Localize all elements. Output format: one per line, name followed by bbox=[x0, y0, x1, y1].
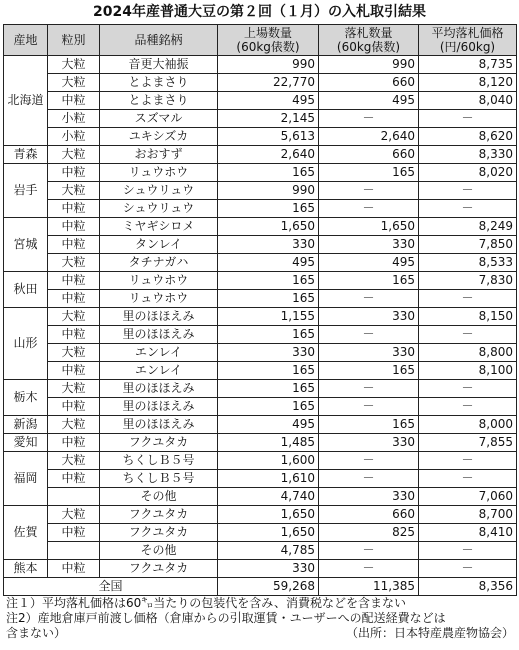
awarded-cell: 330 bbox=[319, 236, 419, 254]
size-cell: 中粒 bbox=[48, 524, 100, 542]
table-row bbox=[4, 200, 517, 218]
listed-cell: 165 bbox=[218, 362, 319, 380]
table-row bbox=[4, 362, 517, 380]
region-cell: 栃木 bbox=[4, 380, 48, 416]
listed-cell: 4,740 bbox=[218, 488, 319, 506]
price-cell: 7,830 bbox=[419, 272, 517, 290]
variety-cell: エンレイ bbox=[100, 362, 218, 380]
table-row bbox=[4, 488, 517, 506]
header-price-line1: 平均落札価格 bbox=[431, 26, 504, 40]
variety-cell: ちくしＢ５号 bbox=[100, 470, 218, 488]
price-cell: 8,249 bbox=[419, 218, 517, 236]
price-cell: 8,100 bbox=[419, 362, 517, 380]
table-row bbox=[4, 254, 517, 272]
table-row bbox=[4, 524, 517, 542]
listed-cell: 1,155 bbox=[218, 308, 319, 326]
variety-cell: ミヤギシロメ bbox=[100, 218, 218, 236]
region-cell: 福岡 bbox=[4, 452, 48, 506]
listed-cell: 330 bbox=[218, 560, 319, 578]
variety-cell: リュウホウ bbox=[100, 164, 218, 182]
awarded-cell: － bbox=[319, 560, 419, 578]
variety-cell: 里のほほえみ bbox=[100, 398, 218, 416]
size-cell: 中粒 bbox=[48, 218, 100, 236]
table-row bbox=[4, 326, 517, 344]
size-cell: 中粒 bbox=[48, 362, 100, 380]
total-price: 8,356 bbox=[419, 578, 517, 596]
header-row bbox=[4, 25, 517, 56]
awarded-cell: － bbox=[319, 182, 419, 200]
awarded-cell: － bbox=[319, 452, 419, 470]
size-cell: 大粒 bbox=[48, 146, 100, 164]
header-listed-line1: 上場数量 bbox=[243, 26, 292, 40]
size-cell: 中粒 bbox=[48, 560, 100, 578]
awarded-cell: － bbox=[319, 200, 419, 218]
header-price bbox=[419, 25, 517, 56]
header-awarded-line2: (60kg俵数) bbox=[336, 40, 401, 54]
price-cell: － bbox=[419, 200, 517, 218]
listed-cell: 1,485 bbox=[218, 434, 319, 452]
listed-cell: 330 bbox=[218, 344, 319, 362]
size-cell: 大粒 bbox=[48, 56, 100, 74]
header-price-line2: (円/60kg) bbox=[439, 40, 496, 54]
region-cell: 北海道 bbox=[4, 56, 48, 146]
size-cell: 中粒 bbox=[48, 470, 100, 488]
variety-cell: フクユタカ bbox=[100, 560, 218, 578]
listed-cell: 990 bbox=[218, 182, 319, 200]
price-cell: － bbox=[419, 380, 517, 398]
awarded-cell: 330 bbox=[319, 488, 419, 506]
price-cell: － bbox=[419, 452, 517, 470]
table-row bbox=[4, 182, 517, 200]
price-cell: － bbox=[419, 542, 517, 560]
size-cell: 中粒 bbox=[48, 290, 100, 308]
table-row bbox=[4, 164, 517, 182]
listed-cell: 165 bbox=[218, 380, 319, 398]
size-cell bbox=[48, 542, 100, 560]
table-row bbox=[4, 398, 517, 416]
awarded-cell: － bbox=[319, 380, 419, 398]
awarded-cell: 330 bbox=[319, 434, 419, 452]
size-cell: 大粒 bbox=[48, 506, 100, 524]
region-cell: 岩手 bbox=[4, 164, 48, 218]
awarded-cell: 1,650 bbox=[319, 218, 419, 236]
price-cell: 8,150 bbox=[419, 308, 517, 326]
region-cell: 秋田 bbox=[4, 272, 48, 308]
table-row bbox=[4, 236, 517, 254]
price-cell: 8,330 bbox=[419, 146, 517, 164]
listed-cell: 1,650 bbox=[218, 218, 319, 236]
size-cell: 中粒 bbox=[48, 434, 100, 452]
size-cell: 大粒 bbox=[48, 452, 100, 470]
price-cell: 8,000 bbox=[419, 416, 517, 434]
awarded-cell: 825 bbox=[319, 524, 419, 542]
region-cell: 愛知 bbox=[4, 434, 48, 452]
variety-cell: ユキシズカ bbox=[100, 128, 218, 146]
variety-cell: シュウリュウ bbox=[100, 200, 218, 218]
listed-cell: 990 bbox=[218, 56, 319, 74]
table-row bbox=[4, 110, 517, 128]
note-1: 注１）平均落札価格は60㌔当たりの包装代を含み、消費税などを含まない bbox=[6, 596, 406, 610]
size-cell: 大粒 bbox=[48, 254, 100, 272]
awarded-cell: － bbox=[319, 326, 419, 344]
variety-cell: おおすず bbox=[100, 146, 218, 164]
price-cell: － bbox=[419, 398, 517, 416]
table-row bbox=[4, 272, 517, 290]
auction-results-table bbox=[3, 24, 517, 596]
awarded-cell: 2,640 bbox=[319, 128, 419, 146]
price-cell: 8,120 bbox=[419, 74, 517, 92]
total-row bbox=[4, 578, 517, 596]
awarded-cell: 330 bbox=[319, 344, 419, 362]
listed-cell: 4,785 bbox=[218, 542, 319, 560]
variety-cell: リュウホウ bbox=[100, 272, 218, 290]
size-cell: 大粒 bbox=[48, 308, 100, 326]
listed-cell: 1,650 bbox=[218, 506, 319, 524]
footnotes bbox=[6, 596, 514, 641]
awarded-cell: － bbox=[319, 470, 419, 488]
table-row bbox=[4, 470, 517, 488]
table-row bbox=[4, 416, 517, 434]
note-2: 注2）産地倉庫戸前渡し価格（倉庫からの引取運賃・ユーザーへの配送経費などは bbox=[6, 611, 446, 625]
source-credit: （出所：日本特産農産物協会） bbox=[345, 626, 514, 640]
variety-cell: フクユタカ bbox=[100, 524, 218, 542]
awarded-cell: － bbox=[319, 110, 419, 128]
price-cell: － bbox=[419, 290, 517, 308]
size-cell: 中粒 bbox=[48, 236, 100, 254]
listed-cell: 1,650 bbox=[218, 524, 319, 542]
region-cell: 青森 bbox=[4, 146, 48, 164]
awarded-cell: 165 bbox=[319, 272, 419, 290]
listed-cell: 495 bbox=[218, 416, 319, 434]
price-cell: － bbox=[419, 182, 517, 200]
listed-cell: 165 bbox=[218, 290, 319, 308]
table-row bbox=[4, 218, 517, 236]
listed-cell: 330 bbox=[218, 236, 319, 254]
table-row bbox=[4, 542, 517, 560]
variety-cell: フクユタカ bbox=[100, 506, 218, 524]
price-cell: 7,850 bbox=[419, 236, 517, 254]
variety-cell: 里のほほえみ bbox=[100, 416, 218, 434]
listed-cell: 2,145 bbox=[218, 110, 319, 128]
table-row bbox=[4, 560, 517, 578]
table-row bbox=[4, 344, 517, 362]
price-cell: 8,735 bbox=[419, 56, 517, 74]
table-row bbox=[4, 146, 517, 164]
awarded-cell: 660 bbox=[319, 146, 419, 164]
listed-cell: 495 bbox=[218, 92, 319, 110]
listed-cell: 5,613 bbox=[218, 128, 319, 146]
size-cell: 中粒 bbox=[48, 398, 100, 416]
size-cell: 中粒 bbox=[48, 92, 100, 110]
variety-cell: シュウリュウ bbox=[100, 182, 218, 200]
price-cell: － bbox=[419, 470, 517, 488]
header-variety: 品種銘柄 bbox=[100, 25, 218, 56]
awarded-cell: － bbox=[319, 398, 419, 416]
listed-cell: 165 bbox=[218, 326, 319, 344]
note-2-continued: 含まない） bbox=[6, 626, 67, 640]
size-cell: 中粒 bbox=[48, 272, 100, 290]
variety-cell: 音更大袖振 bbox=[100, 56, 218, 74]
size-cell: 中粒 bbox=[48, 326, 100, 344]
size-cell: 大粒 bbox=[48, 182, 100, 200]
table-row bbox=[4, 452, 517, 470]
variety-cell: エンレイ bbox=[100, 344, 218, 362]
size-cell: 大粒 bbox=[48, 344, 100, 362]
header-listed-line2: (60kg俵数) bbox=[236, 40, 300, 54]
variety-cell: その他 bbox=[100, 488, 218, 506]
table-row bbox=[4, 434, 517, 452]
header-size: 粒別 bbox=[48, 25, 100, 56]
variety-cell: とよまさり bbox=[100, 92, 218, 110]
variety-cell: その他 bbox=[100, 542, 218, 560]
table-row bbox=[4, 74, 517, 92]
price-cell: 8,800 bbox=[419, 344, 517, 362]
size-cell: 大粒 bbox=[48, 380, 100, 398]
region-cell: 宮城 bbox=[4, 218, 48, 272]
price-cell: 8,700 bbox=[419, 506, 517, 524]
header-listed bbox=[218, 25, 319, 56]
variety-cell: タチナガハ bbox=[100, 254, 218, 272]
price-cell: － bbox=[419, 110, 517, 128]
size-cell: 大粒 bbox=[48, 74, 100, 92]
total-listed: 59,268 bbox=[218, 578, 319, 596]
header-region: 産地 bbox=[4, 25, 48, 56]
price-cell: 8,040 bbox=[419, 92, 517, 110]
note-2-continued-row bbox=[6, 626, 514, 641]
awarded-cell: 165 bbox=[319, 164, 419, 182]
region-cell: 山形 bbox=[4, 308, 48, 380]
awarded-cell: 495 bbox=[319, 92, 419, 110]
listed-cell: 165 bbox=[218, 398, 319, 416]
awarded-cell: 990 bbox=[319, 56, 419, 74]
variety-cell: リュウホウ bbox=[100, 290, 218, 308]
awarded-cell: 495 bbox=[319, 254, 419, 272]
price-cell: － bbox=[419, 326, 517, 344]
price-cell: 8,620 bbox=[419, 128, 517, 146]
listed-cell: 165 bbox=[218, 164, 319, 182]
variety-cell: 里のほほえみ bbox=[100, 380, 218, 398]
size-cell: 中粒 bbox=[48, 164, 100, 182]
size-cell: 小粒 bbox=[48, 128, 100, 146]
variety-cell: 里のほほえみ bbox=[100, 326, 218, 344]
listed-cell: 1,600 bbox=[218, 452, 319, 470]
table-row bbox=[4, 290, 517, 308]
page-title: 2024年産普通大豆の第２回（１月）の入札取引結果 bbox=[93, 4, 426, 20]
table-row bbox=[4, 92, 517, 110]
price-cell: 7,060 bbox=[419, 488, 517, 506]
region-cell: 新潟 bbox=[4, 416, 48, 434]
listed-cell: 2,640 bbox=[218, 146, 319, 164]
price-cell: － bbox=[419, 560, 517, 578]
price-cell: 8,020 bbox=[419, 164, 517, 182]
listed-cell: 1,610 bbox=[218, 470, 319, 488]
table-row bbox=[4, 308, 517, 326]
region-cell: 熊本 bbox=[4, 560, 48, 578]
listed-cell: 165 bbox=[218, 272, 319, 290]
size-cell: 大粒 bbox=[48, 416, 100, 434]
total-label: 全国 bbox=[4, 578, 218, 596]
table-row bbox=[4, 380, 517, 398]
variety-cell: ちくしＢ５号 bbox=[100, 452, 218, 470]
awarded-cell: 660 bbox=[319, 506, 419, 524]
price-cell: 8,533 bbox=[419, 254, 517, 272]
table-row bbox=[4, 128, 517, 146]
variety-cell: タンレイ bbox=[100, 236, 218, 254]
region-cell: 佐賀 bbox=[4, 506, 48, 560]
total-awarded: 11,385 bbox=[319, 578, 419, 596]
table-row bbox=[4, 56, 517, 74]
listed-cell: 495 bbox=[218, 254, 319, 272]
awarded-cell: － bbox=[319, 542, 419, 560]
price-cell: 7,855 bbox=[419, 434, 517, 452]
awarded-cell: 330 bbox=[319, 308, 419, 326]
size-cell: 中粒 bbox=[48, 200, 100, 218]
listed-cell: 165 bbox=[218, 200, 319, 218]
header-awarded-line1: 落札数量 bbox=[344, 26, 393, 40]
awarded-cell: 660 bbox=[319, 74, 419, 92]
table-row bbox=[4, 506, 517, 524]
variety-cell: スズマル bbox=[100, 110, 218, 128]
price-cell: 8,410 bbox=[419, 524, 517, 542]
awarded-cell: 165 bbox=[319, 416, 419, 434]
header-awarded bbox=[319, 25, 419, 56]
listed-cell: 22,770 bbox=[218, 74, 319, 92]
variety-cell: 里のほほえみ bbox=[100, 308, 218, 326]
awarded-cell: 165 bbox=[319, 362, 419, 380]
awarded-cell: － bbox=[319, 290, 419, 308]
variety-cell: とよまさり bbox=[100, 74, 218, 92]
variety-cell: フクユタカ bbox=[100, 434, 218, 452]
size-cell: 小粒 bbox=[48, 110, 100, 128]
size-cell bbox=[48, 488, 100, 506]
